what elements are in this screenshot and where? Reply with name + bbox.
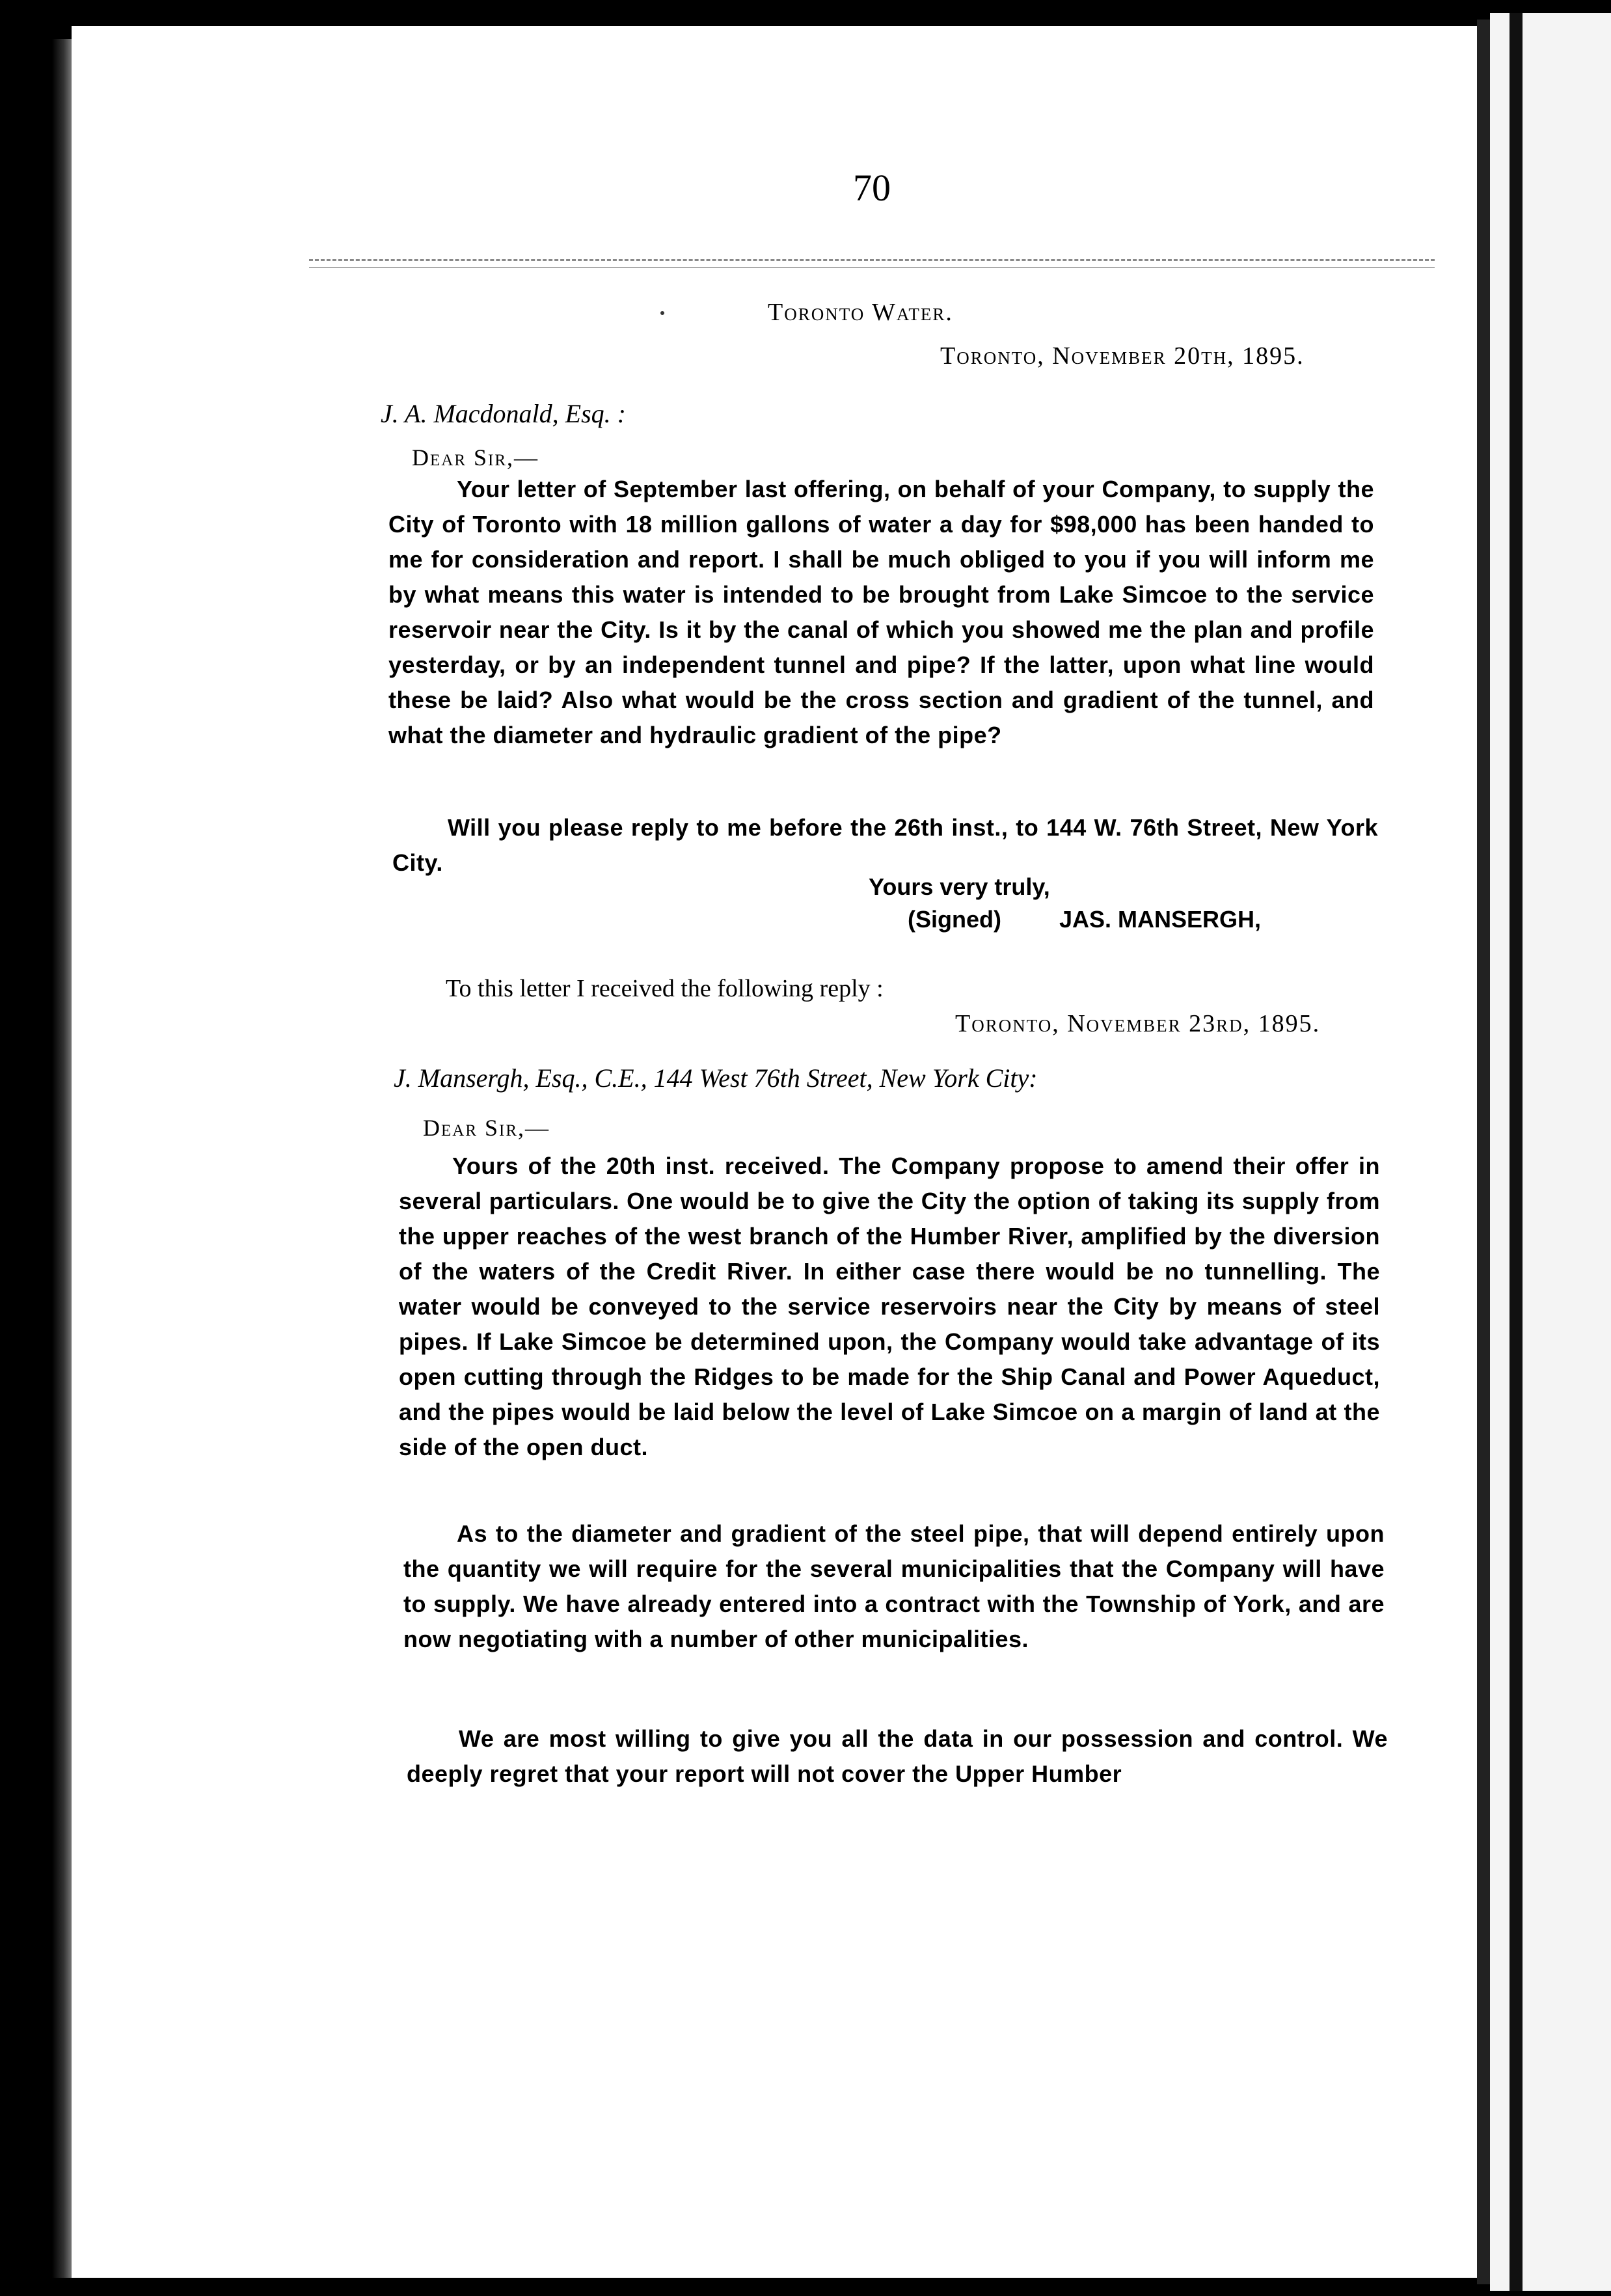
letter2-paragraph-3: We are most willing to give you all the data in our possession and control. We deeply regret that your report will not cover the Upper Humber: [407, 1725, 1388, 1787]
reply-intro: To this letter I received the following reply :: [446, 975, 884, 1002]
section-heading: Toronto Water.: [768, 299, 953, 326]
letter1-paragraph-2: Will you please reply to me before the 26th inst., to 144 W. 76th Street, New York City.: [392, 814, 1378, 876]
letter1-paragraph-1: Your letter of September last offering, on behalf of your Company, to supply the City of Toronto with 18 million gallons of water a day for $98,000 has been handed to me for consideration and report. I shall be much obliged to you if you will inform me by what means this water is intended to be brought from Lake Simcoe to the service reservoir near the City. Is it by the canal of which you showed me the plan and profile yesterday, or by an independent tunnel and pipe? If the latter, upon what line would these be laid? Also what would be the cross section and gradient of the tunnel, and what the diameter and hydraulic gradient of the pipe?: [388, 476, 1374, 748]
letter2-date: Toronto, November 23rd, 1895.: [955, 1010, 1321, 1037]
letter2-salutation: Dear Sir,—: [423, 1115, 550, 1141]
letter2-addressee: J. Mansergh, Esq., C.E., 144 West 76th Street, New York City:: [394, 1063, 1038, 1093]
header-rule-secondary: [309, 267, 1435, 268]
facing-page: [1490, 13, 1611, 2291]
letter1-closing: Yours very truly,: [869, 873, 1050, 900]
page-number: 70: [853, 167, 891, 209]
header-rule: [309, 259, 1435, 261]
letter2-paragraph-2: As to the diameter and gradient of the steel pipe, that will depend entirely upon the quantity we will require for the several municipalities that the Company will have to supply. We have already entered into a contract with the Township of York, and are now negotiating with a number of other municipalities.: [403, 1520, 1385, 1652]
facing-page-border: [1509, 13, 1523, 2291]
letter1-date: Toronto, November 20th, 1895.: [940, 342, 1305, 370]
letter1-salutation: Dear Sir,—: [412, 444, 539, 471]
letter1-signature: JAS. MANSERGH,: [1059, 906, 1262, 933]
letter1-addressee: J. A. Macdonald, Esq. :: [381, 399, 626, 428]
letter1-signed-label: (Signed): [908, 906, 1001, 933]
speck: [660, 311, 664, 315]
page-edge: [1477, 20, 1490, 2284]
letter2-paragraph-1: Yours of the 20th inst. received. The Company propose to amend their offer in several particulars. One would be to give the City the option of taking its supply from the upper reaches of the west branch of the Humber River, amplified by the diversion of the waters of the Credit River. In either case there would be no tunnelling. The water would be conveyed to the service reservoirs near the City by means of steel pipes. If Lake Simcoe be determined upon, the Company would take advantage of its open cutting through the Ridges to be made for the Ship Canal and Power Aqueduct, and the pipes would be laid below the level of Lake Simcoe on a margin of land at the side of the open duct.: [399, 1153, 1380, 1460]
